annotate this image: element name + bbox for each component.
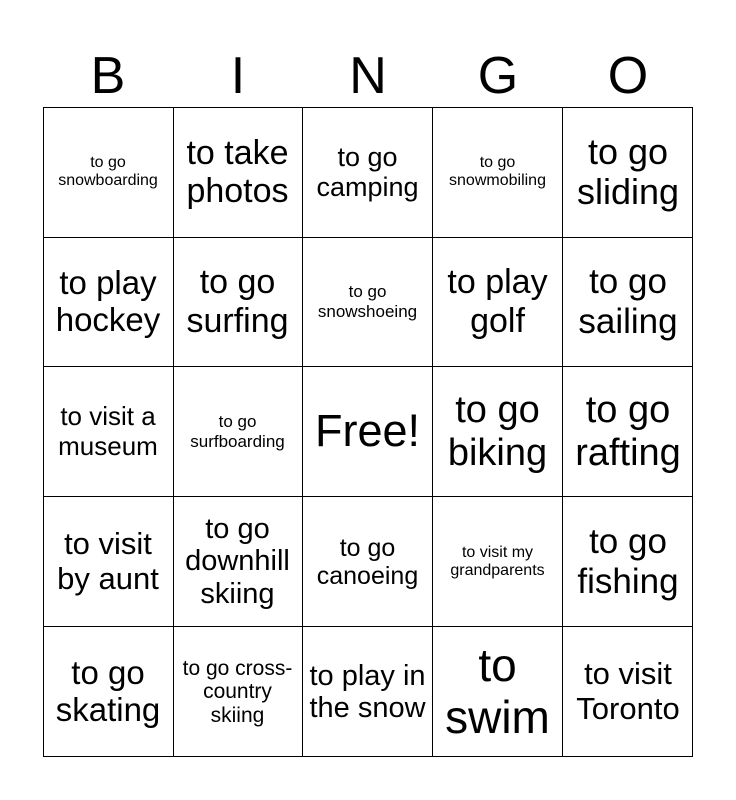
bingo-cell-label: to go sailing: [578, 262, 678, 341]
bingo-cell[interactable]: [433, 627, 563, 757]
header-letter-g: G: [477, 47, 519, 105]
bingo-cell[interactable]: [173, 497, 303, 627]
bingo-cell[interactable]: [303, 627, 433, 757]
bingo-cell-label: to visit a museum: [58, 401, 158, 461]
bingo-cell-label: to go rafting: [575, 388, 681, 474]
bingo-cell-label: to visit by aunt: [57, 525, 159, 596]
bingo-cell[interactable]: [303, 107, 433, 238]
bingo-cell[interactable]: [433, 497, 563, 627]
bingo-cell-label: to go cross-country skiing: [182, 656, 293, 727]
bingo-cell-label: Free!: [314, 405, 421, 457]
bingo-cell[interactable]: [303, 237, 433, 367]
header-letter-o: O: [607, 47, 649, 105]
bingo-cell[interactable]: [563, 627, 693, 757]
bingo-cell[interactable]: [303, 497, 433, 627]
bingo-cell[interactable]: [433, 367, 563, 497]
bingo-cell[interactable]: [173, 367, 303, 497]
bingo-cell-label: to go surfboarding: [190, 412, 285, 451]
bingo-cell-label: to go downhill skiing: [185, 512, 290, 610]
bingo-cell[interactable]: [173, 237, 303, 367]
bingo-cell[interactable]: [563, 367, 693, 497]
bingo-cell[interactable]: [563, 107, 693, 238]
bingo-cell-label: to go camping: [316, 141, 419, 202]
bingo-cell-label: to visit my grandparents: [450, 543, 545, 579]
bingo-cell-label: to play golf: [447, 263, 548, 340]
bingo-cell[interactable]: [43, 367, 174, 497]
bingo-header: [43, 48, 693, 104]
bingo-cell-label: to go snowmobiling: [449, 154, 546, 189]
bingo-cell-label: to go snowshoeing: [317, 282, 418, 321]
header-letter-b: B: [90, 47, 126, 105]
bingo-cell-label: to go snowboarding: [58, 154, 158, 189]
header-letter-i: I: [230, 47, 246, 105]
bingo-cell-label: to take photos: [186, 133, 289, 210]
bingo-cell[interactable]: [43, 107, 174, 238]
bingo-cell-label: to go surfing: [186, 263, 289, 340]
bingo-cell[interactable]: [563, 497, 693, 627]
bingo-cell[interactable]: [433, 237, 563, 367]
bingo-cell-label: to play hockey: [55, 263, 161, 338]
bingo-cell[interactable]: [173, 107, 303, 238]
bingo-board: [43, 107, 693, 757]
bingo-cell-label: to go canoeing: [316, 533, 419, 590]
bingo-cell-label: to visit Toronto: [576, 656, 680, 726]
bingo-cell-label: to go skating: [55, 654, 161, 728]
bingo-cell[interactable]: [433, 107, 563, 238]
bingo-cell-label: to swim: [445, 639, 550, 743]
bingo-cell[interactable]: [43, 237, 174, 367]
header-letter-n: N: [349, 47, 387, 105]
bingo-cell-label: to go biking: [447, 388, 548, 474]
bingo-cell[interactable]: [303, 367, 433, 497]
bingo-cell[interactable]: [173, 627, 303, 757]
bingo-cell[interactable]: [43, 497, 174, 627]
bingo-cell-label: to go fishing: [577, 522, 679, 601]
bingo-cell-label: to go sliding: [576, 130, 680, 212]
bingo-cell-label: to play in the snow: [309, 659, 426, 724]
bingo-cell[interactable]: [563, 237, 693, 367]
bingo-cell[interactable]: [43, 627, 174, 757]
